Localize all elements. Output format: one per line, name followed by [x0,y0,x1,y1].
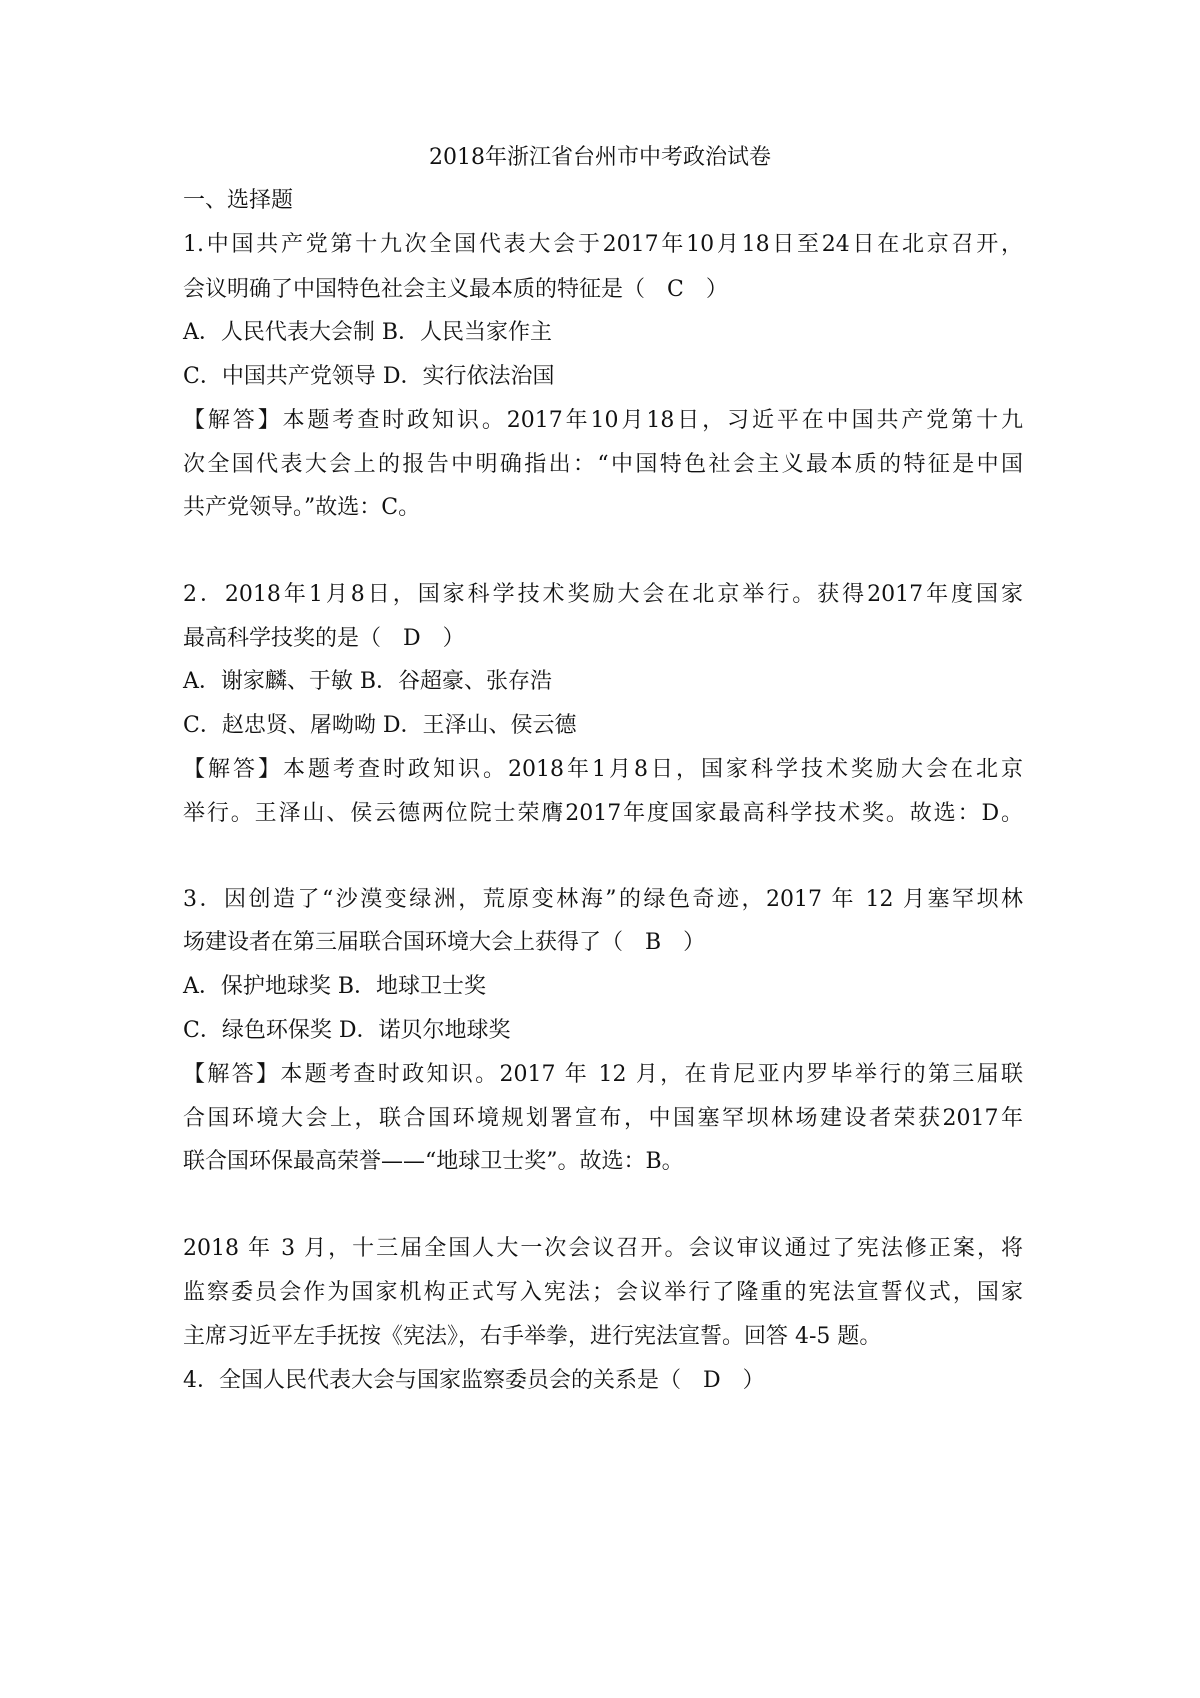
question-3-options-ab: A．保护地球奖 B．地球卫士奖 [183,974,487,999]
answer-1-line-3: 共产党领导。”故选：C。 [183,495,421,520]
question-4-line-1: 4．全国人民代表大会与国家监察委员会的关系是（ D ） [183,1368,765,1393]
context-line-3: 主席习近平左手抚按《宪法》，右手举拳，进行宪法宣誓。回答 4-5 题。 [183,1324,882,1349]
question-2-line-2: 最高科学技奖的是（ D ） [183,626,465,651]
page-title: 2018年浙江省台州市中考政治试卷 [429,145,771,170]
question-3-line-1: 3．因创造了“沙漠变绿洲，荒原变林海”的绿色奇迹，2017 年 12 月塞罕坝林 [183,887,1023,912]
question-1-line-1: 1.中国共产党第十九次全国代表大会于2017年10月18日至24日在北京召开， [183,232,1023,257]
answer-3-line-2: 合国环境大会上，联合国环境规划署宣布，中国塞罕坝林场建设者荣获2017年 [183,1106,1023,1131]
context-line-2: 监察委员会作为国家机构正式写入宪法；会议举行了隆重的宪法宣誓仪式，国家 [183,1280,1023,1305]
question-1-line-2: 会议明确了中国特色社会主义最本质的特征是（ C ） [183,277,728,302]
question-3-line-2: 场建设者在第三届联合国环境大会上获得了（ B ） [183,930,706,955]
question-2-line-1: 2．2018年1月8日，国家科学技术奖励大会在北京举行。获得2017年度国家 [183,582,1023,607]
answer-1-line-1: 【解答】本题考查时政知识。2017年10月18日，习近平在中国共产党第十九 [183,408,1023,433]
answer-2-line-2: 举行。王泽山、侯云德两位院士荣膺2017年度国家最高科学技术奖。故选：D。 [183,801,1023,826]
answer-3-line-3: 联合国环保最高荣誉——“地球卫士奖”。故选：B。 [183,1149,684,1174]
context-line-1: 2018 年 3 月，十三届全国人大一次会议召开。会议审议通过了宪法修正案，将 [183,1236,1023,1261]
question-3-options-cd: C．绿色环保奖 D．诺贝尔地球奖 [183,1018,511,1043]
section-heading: 一、选择题 [183,188,294,213]
question-2-options-ab: A．谢家麟、于敏 B．谷超豪、张存浩 [183,669,553,694]
answer-1-line-2: 次全国代表大会上的报告中明确指出：“中国特色社会主义最本质的特征是中国 [183,452,1023,477]
answer-2-line-1: 【解答】本题考查时政知识。2018年1月8日，国家科学技术奖励大会在北京 [183,757,1023,782]
answer-3-line-1: 【解答】本题考查时政知识。2017 年 12 月，在肯尼亚内罗毕举行的第三届联 [183,1062,1023,1087]
question-1-options-ab: A．人民代表大会制 B．人民当家作主 [183,320,553,345]
question-1-options-cd: C．中国共产党领导 D．实行依法治国 [183,364,555,389]
question-2-options-cd: C．赵忠贤、屠呦呦 D．王泽山、侯云德 [183,713,577,738]
